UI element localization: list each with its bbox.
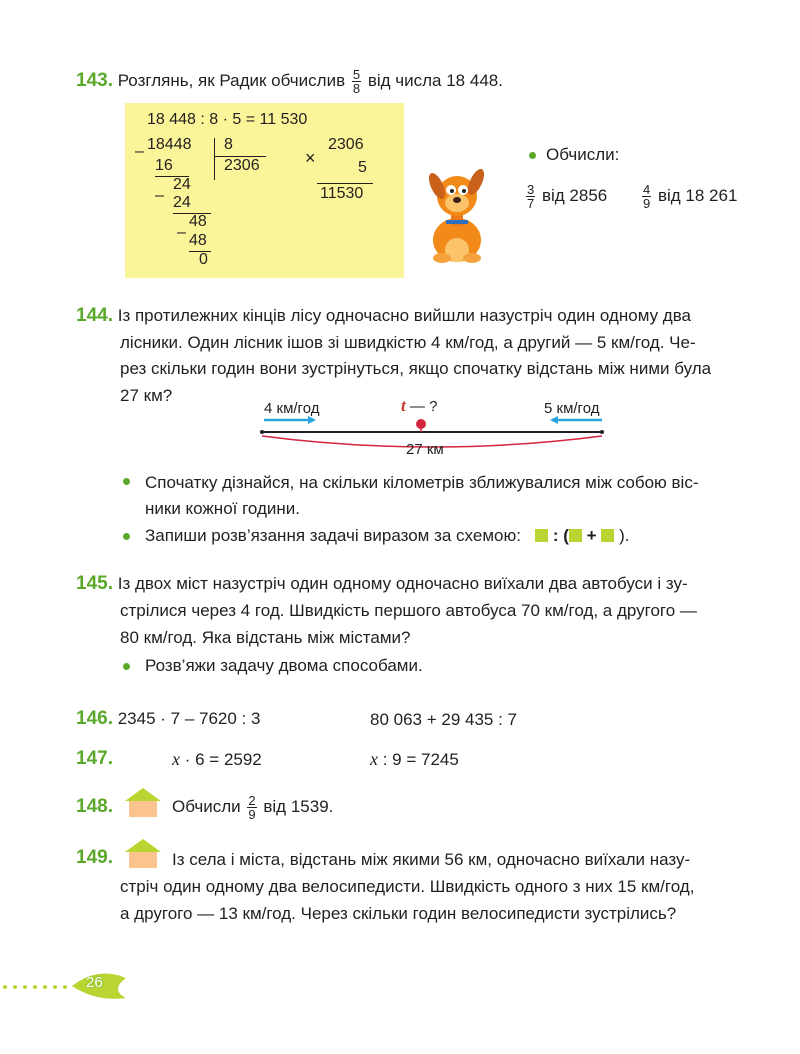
expression-2: 80 063 + 29 435 : 7 [370,710,517,729]
task-number: 147. [76,748,113,769]
fraction-task-1: $\frac{3}{7}$ від 2856 [527,182,608,211]
bullet [529,152,536,159]
placeholder-square [569,529,582,542]
placeholder-square [601,529,614,542]
equation-2: x : 9 = 7245 [370,749,459,769]
task-148-number [76,796,113,818]
bullet-text: Обчисли: [546,145,620,164]
task-149-number [76,847,113,869]
right-speed-label: 5 км/год [544,400,600,417]
home-task-icon [124,787,162,817]
task-number: 145. [76,573,113,594]
page-number: 26 [86,974,103,991]
task-146: 146. 2345 · 7 – 7620 : 3 [76,708,261,729]
bullet [123,478,130,485]
calculation-box: 18 448 : 8 · 5 = 11 530 – 18448 8 16 2306 24 – 24 48 – 48 0 × 2306 5 11530 [125,103,404,278]
dog-illustration [424,158,490,264]
page-number-ornament [0,960,140,1000]
fraction: $\frac{5}{8}$ [352,67,361,96]
placeholder-square [535,529,548,542]
equation-1: x · 6 = 2592 [172,749,262,769]
fraction-task-2: $\frac{4}{9}$ від 18 261 [643,182,738,211]
bullet [123,663,130,670]
distance-label: 27 км [406,441,444,458]
task-number: 144. [76,305,113,326]
left-speed-label: 4 км/год [264,400,320,417]
task-148-text: Обчисли $\frac{2}{9}$ від 1539. [172,793,334,822]
bullet [123,533,130,540]
task-143-heading: 143. Розглянь, як Радик обчислив $\frac{5}{8}$ від числа 18 448. [76,67,503,96]
time-label: t — ? [401,396,438,415]
task-149-text: Із села і міста, відстань між якими 56 км, одночасно виїхали назу- стріч один одному два велосипедисти. Швидкість одного з них 15 км/год, а другого — 13 км/год. Через скільки годин велосипедисти зустрілись? [120,850,695,923]
bullet-text: Спочатку дізнайся, на скільки кілометрів зближувалися між собою віс- ники кожної години. [145,473,699,518]
home-task-icon [124,838,162,868]
task-number: 148. [76,796,113,817]
task-145: 145. Із двох міст назустріч один одному одночасно виїхали два автобуси і зу- стрілися через 4 год. Швидкість першого автобуса 70 км/год, а другого — 80 км/год. Яка відстань між містами? [76,573,697,647]
bullet-scheme: Запиши розв’язання задачі виразом за схемою: : ( + ). [145,526,630,545]
task-144: 144. Із протилежних кінців лісу одночасно вийшли назустріч один одному два лісники. Один лісник ішов зі швидкістю 4 км/год, а другий — 5 км/год. Че- рез скільки годин вони зустрінуться, якщо спочатку відстань між ними була 27 км? [76,305,712,405]
calc-expression: 18 448 : 8 · 5 = 11 530 [147,111,308,128]
task-147 [76,748,113,770]
bullet-text: Розв’яжи задачу двома способами. [145,656,423,675]
task-number: 149. [76,847,113,868]
task-number: 146. [76,708,113,729]
task-number: 143. [76,69,113,91]
